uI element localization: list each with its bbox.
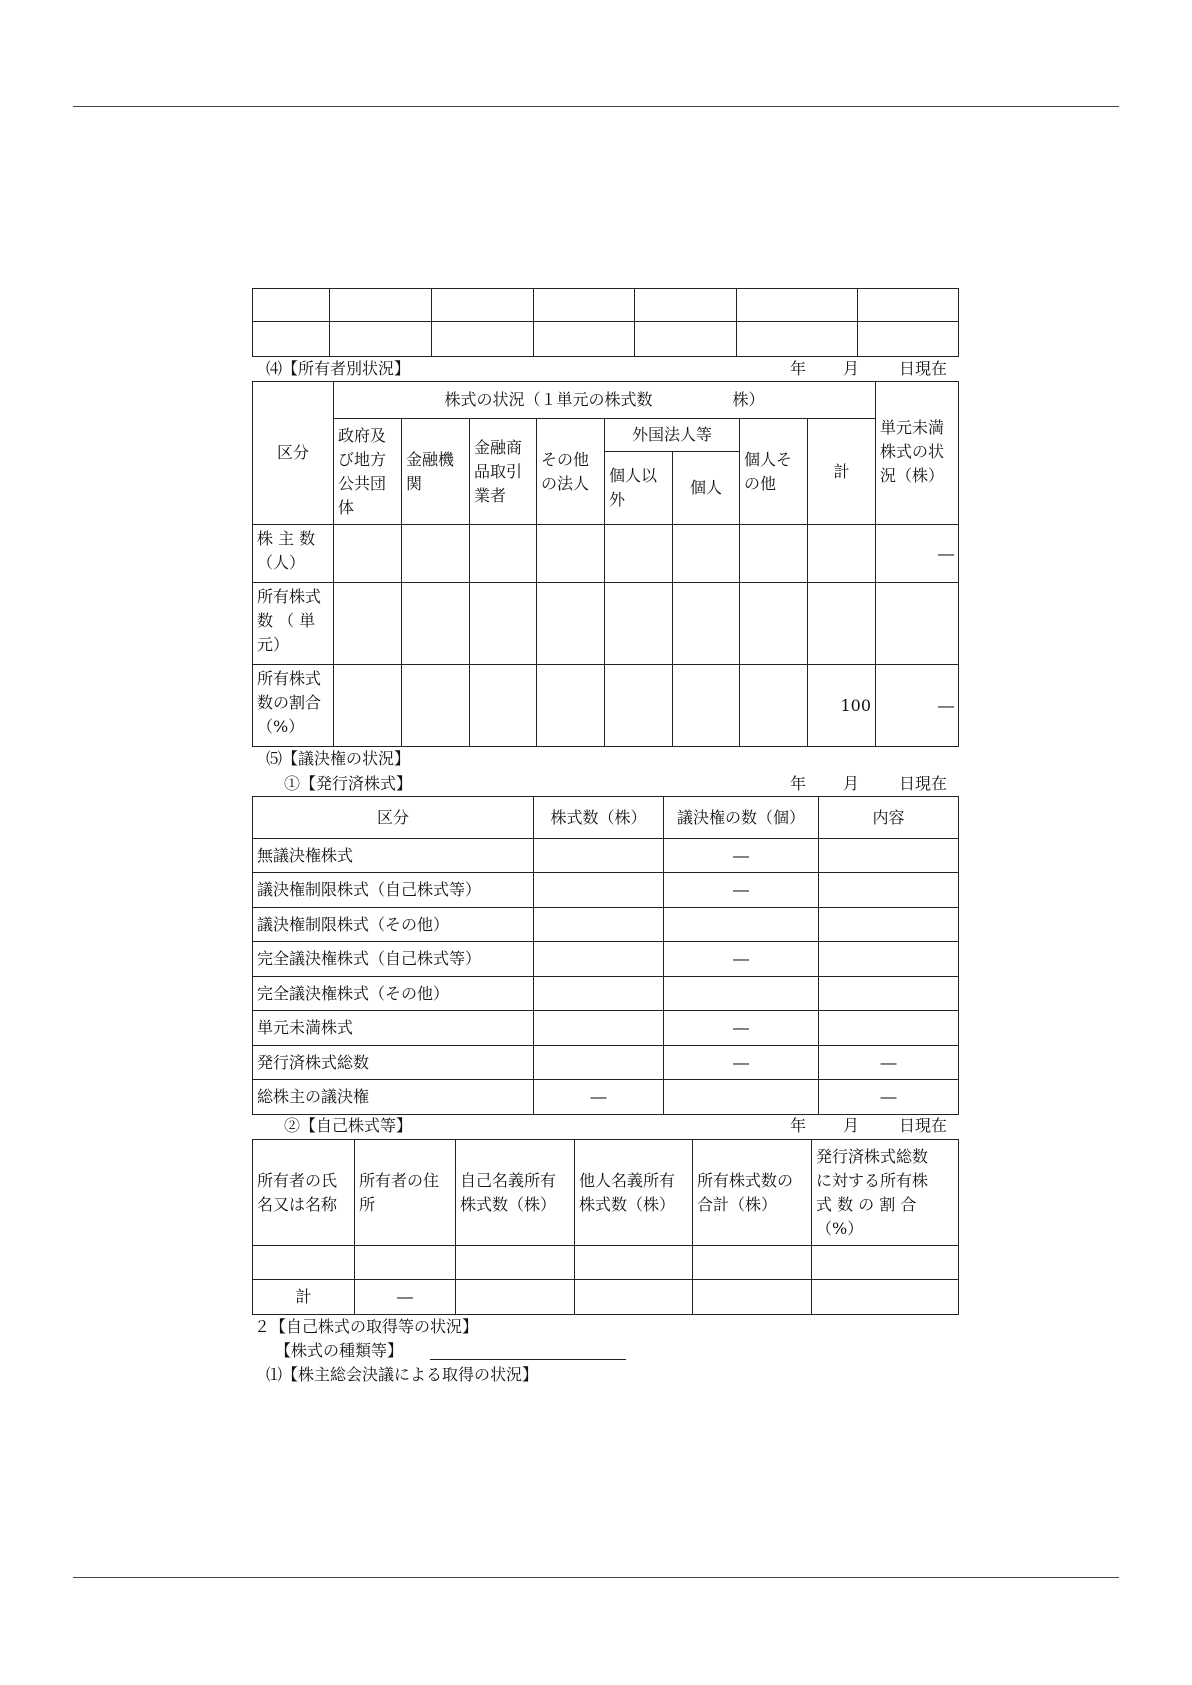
row-label: 所有株式 数の割合 （%） xyxy=(253,665,334,747)
table-row xyxy=(253,665,959,747)
sec5-sub1-date-month: 月 xyxy=(843,774,860,793)
stock-status-header: 株式の状況（１単元の株式数 株） xyxy=(334,382,876,419)
sec5-sub1-date-year: 年 xyxy=(790,774,807,793)
sec5-sub2-heading: ②【自己株式等】 xyxy=(284,1116,413,1135)
sec5-sub1-heading: ①【発行済株式】 xyxy=(284,774,413,793)
col-fraction: 単元未満 株式の状 況（株） xyxy=(876,382,959,525)
total-percent: 100 xyxy=(808,665,876,747)
table-row: 発行済株式総数 ― ― xyxy=(253,1046,959,1080)
col-total: 計 xyxy=(808,419,876,525)
sec4-date-year: 年 xyxy=(790,359,807,378)
col-gov: 政府及 び地方 公共団 体 xyxy=(334,419,402,525)
fraction-cell: ― xyxy=(876,665,959,747)
sec5-sub2-date-month: 月 xyxy=(843,1116,860,1135)
table-row: 完全議決権株式（その他） xyxy=(253,977,959,1011)
col-other-name-shares: 他人名義所有 株式数（株） xyxy=(575,1140,693,1246)
issued-shares-table xyxy=(252,796,959,1115)
sec5-sub2-date-year: 年 xyxy=(790,1116,807,1135)
row-label: 所有株式 数 （ 単 元） xyxy=(253,583,334,665)
sec5-heading: ⑸【議決権の状況】 xyxy=(266,749,411,768)
sec6-sub1: ⑴【株主総会決議による取得の状況】 xyxy=(266,1365,539,1384)
footer-rule xyxy=(73,1577,1119,1578)
col-fin: 金融機 関 xyxy=(402,419,470,525)
stock-kind-blank xyxy=(430,1359,626,1360)
table-row: 議決権制限株式（その他） xyxy=(253,908,959,942)
owner-status-table xyxy=(252,381,959,747)
table-row: 計 ― xyxy=(253,1280,959,1315)
col-other-corp: その他 の法人 xyxy=(537,419,605,525)
table-row xyxy=(253,525,959,583)
sec4-date-day: 日現在 xyxy=(899,359,948,378)
sec6-heading: ２【自己株式の取得等の状況】 xyxy=(254,1317,479,1336)
table-row xyxy=(253,583,959,665)
col-broker: 金融商 品取引 業者 xyxy=(470,419,537,525)
total-label: 計 xyxy=(253,1280,355,1315)
col-owner-name: 所有者の氏 名又は名称 xyxy=(253,1140,355,1246)
fraction-cell: ― xyxy=(876,525,959,583)
col-votes: 議決権の数（個） xyxy=(664,797,819,839)
table-row: 単元未満株式 ― xyxy=(253,1011,959,1046)
col-shares: 株式数（株） xyxy=(534,797,664,839)
row-label: 株 主 数 （人） xyxy=(253,525,334,583)
header-rule xyxy=(73,106,1119,107)
sec5-sub2-date-day: 日現在 xyxy=(899,1116,948,1135)
col-foreign-ind: 個人 xyxy=(673,452,740,525)
col-ratio: 発行済株式総数 に対する所有株 式 数 の 割 合 （%） xyxy=(812,1140,959,1246)
sec4-heading: ⑷【所有者別状況】 xyxy=(266,359,411,378)
top-blank-table xyxy=(252,288,959,357)
col-own-name-shares: 自己名義所有 株式数（株） xyxy=(456,1140,575,1246)
table-row: 総株主の議決権 ― ― xyxy=(253,1080,959,1115)
sec4-date-month: 月 xyxy=(843,359,860,378)
table-row: 完全議決権株式（自己株式等） ― xyxy=(253,942,959,977)
col-total-shares: 所有株式数の 合計（株） xyxy=(693,1140,812,1246)
col-foreign: 外国法人等 xyxy=(605,419,740,452)
table-row: 無議決権株式 ― xyxy=(253,839,959,873)
sec5-sub1-date-day: 日現在 xyxy=(899,774,948,793)
col-owner-address: 所有者の住 所 xyxy=(355,1140,456,1246)
col-foreign-non-ind: 個人以 外 xyxy=(605,452,673,525)
treasury-stock-table xyxy=(252,1139,959,1315)
col-content: 内容 xyxy=(819,797,959,839)
col-kubun: 区分 xyxy=(253,797,534,839)
stock-kind-label: 【株式の種類等】 xyxy=(275,1341,404,1360)
col-indiv: 個人そ の他 xyxy=(740,419,808,525)
col-kubun: 区分 xyxy=(253,382,334,525)
table-row xyxy=(253,1246,959,1280)
table-row: 議決権制限株式（自己株式等） ― xyxy=(253,873,959,908)
